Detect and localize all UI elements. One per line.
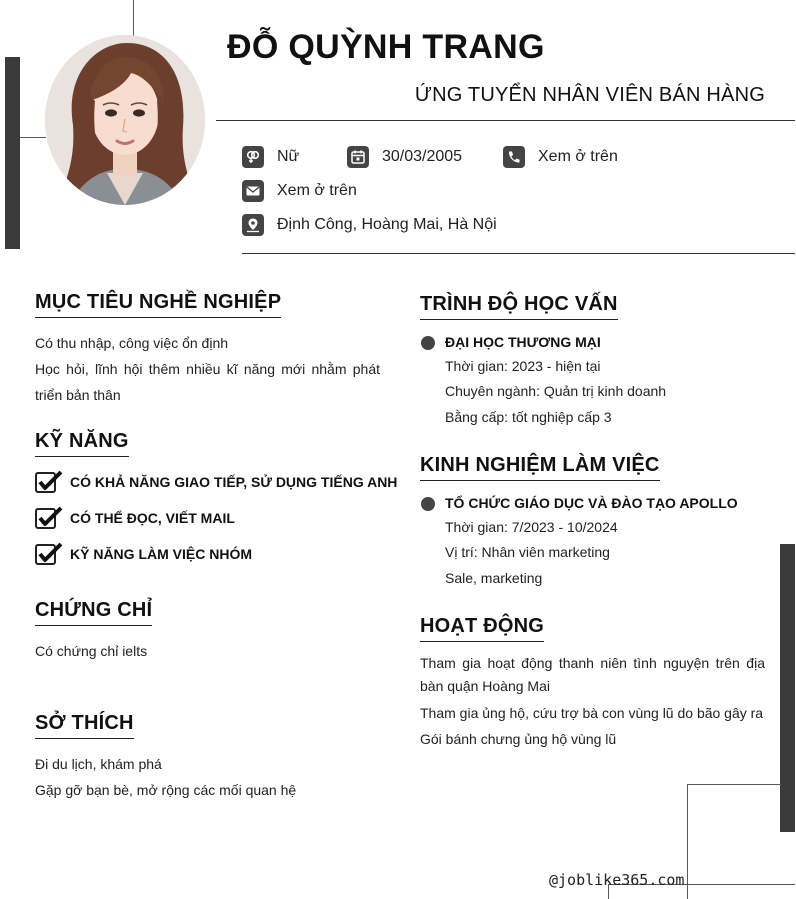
activity-line-3: Gói bánh chưng ủng hộ vùng lũ — [420, 731, 617, 747]
hobby-line-1: Đi du lịch, khám phá — [35, 756, 162, 772]
education-title: TRÌNH ĐỘ HỌC VẤN — [420, 293, 618, 320]
birthday-value: 30/03/2005 — [382, 148, 463, 165]
activities-title: HOẠT ĐỘNG — [420, 615, 544, 642]
education-line-2: Chuyên ngành: Quản trị kinh doanh — [445, 383, 667, 399]
school-name: ĐẠI HỌC THƯƠNG MẠI — [445, 334, 601, 350]
right-decor-bar — [780, 544, 795, 832]
email-info — [242, 180, 357, 202]
experience-bullet — [421, 497, 435, 511]
hobbies-title: SỞ THÍCH — [35, 712, 134, 739]
header-divider — [216, 120, 795, 121]
address-info — [242, 214, 497, 236]
email-value: Xem ở trên — [277, 182, 357, 199]
birthday-info — [347, 146, 462, 168]
education-bullet — [421, 336, 435, 350]
address-value: Định Công, Hoàng Mai, Hà Nội — [277, 216, 497, 233]
skill-item — [35, 470, 397, 494]
company-name: TỔ CHỨC GIÁO DỤC VÀ ĐÀO TẠO APOLLO — [445, 495, 738, 511]
skill-item — [35, 506, 235, 530]
gender-info — [242, 146, 299, 168]
certificate-line: Có chứng chỉ ielts — [35, 643, 148, 659]
gender-icon — [242, 146, 264, 168]
hobby-line-2: Gặp gỡ bạn bè, mở rộng các mối quan hệ — [35, 782, 297, 798]
frame-left-line — [687, 784, 688, 899]
checkbox-checked-icon — [35, 542, 63, 566]
activity-line-1: Tham gia hoạt động thanh niên tình nguyện trên địa bàn quận Hoàng Mai — [420, 655, 765, 694]
gender-value: Nữ — [277, 148, 300, 165]
top-decor-line — [133, 0, 134, 36]
objective-line-1: Có thu nhập, công việc ổn định — [35, 335, 229, 351]
contact-divider — [242, 253, 795, 254]
avatar — [45, 35, 205, 205]
education-line-1: Thời gian: 2023 - hiện tại — [445, 358, 601, 374]
certificates-title: CHỨNG CHỈ — [35, 599, 152, 626]
objective-title: MỤC TIÊU NGHỀ NGHIỆP — [35, 291, 281, 318]
experience-line-3: Sale, marketing — [445, 570, 543, 586]
skill-item — [35, 542, 252, 566]
skill-label: CÓ KHẢ NĂNG GIAO TIẾP, SỬ DỤNG TIẾNG ANH — [70, 474, 398, 490]
calendar-icon — [347, 146, 369, 168]
phone-icon — [503, 146, 525, 168]
skill-label: KỸ NĂNG LÀM VIỆC NHÓM — [70, 546, 252, 562]
experience-line-2: Vị trí: Nhân viên marketing — [445, 544, 610, 560]
checkbox-checked-icon — [35, 470, 63, 494]
website-watermark: @joblike365.com — [549, 871, 685, 889]
education-line-3: Bằng cấp: tốt nghiệp cấp 3 — [445, 409, 612, 425]
left-decor-line — [20, 137, 46, 138]
applied-position: ỨNG TUYỂN NHÂN VIÊN BÁN HÀNG — [414, 84, 765, 106]
checkbox-checked-icon — [35, 506, 63, 530]
experience-title: KINH NGHIỆM LÀM VIỆC — [420, 454, 660, 481]
left-decor-bar — [5, 57, 20, 249]
activity-line-2: Tham gia ủng hộ, cứu trợ bà con vùng lũ do bão gây ra — [420, 705, 764, 721]
mail-icon — [242, 180, 264, 202]
location-icon — [242, 214, 264, 236]
objective-line-2: Học hỏi, lĩnh hội thêm nhiều kĩ năng mới nhằm phát triển bản thân — [35, 361, 380, 403]
experience-line-1: Thời gian: 7/2023 - 10/2024 — [445, 519, 618, 535]
skills-title: KỸ NĂNG — [35, 430, 129, 457]
candidate-name: ĐỖ QUỲNH TRANG — [227, 28, 545, 66]
frame-top-line — [687, 784, 781, 785]
phone-value: Xem ở trên — [538, 148, 618, 165]
phone-info — [503, 146, 618, 168]
skill-label: CÓ THỂ ĐỌC, VIẾT MAIL — [70, 510, 235, 526]
